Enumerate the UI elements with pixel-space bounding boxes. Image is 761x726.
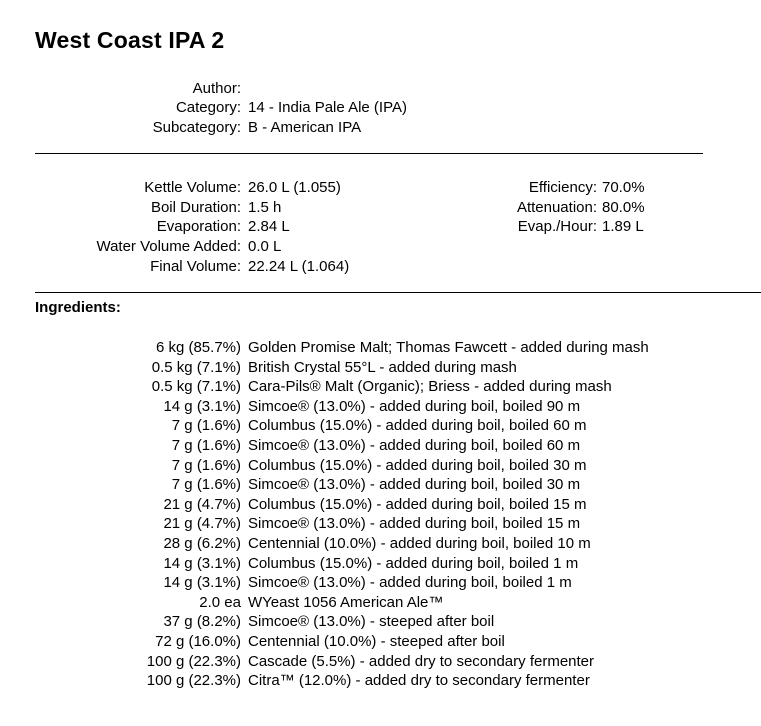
ingredient-amount: 21 g (4.7%) bbox=[163, 515, 241, 533]
subcategory-label: Subcategory: bbox=[152, 119, 241, 136]
stat-value: 80.0% bbox=[602, 199, 645, 216]
ingredient-description: Centennial (10.0%) - steeped after boil bbox=[248, 633, 505, 650]
ingredient-item bbox=[0, 358, 761, 378]
ingredient-item bbox=[0, 573, 761, 593]
ingredient-amount: 14 g (3.1%) bbox=[163, 397, 241, 415]
ingredient-amount: 100 g (22.3%) bbox=[146, 652, 241, 670]
ingredient-description: Cascade (5.5%) - added dry to secondary fermenter bbox=[248, 652, 595, 670]
ingredient-item bbox=[0, 377, 761, 397]
ingredient-description: Columbus (15.0%) - added during boil, boiled 15 m bbox=[248, 495, 587, 513]
ingredient-item bbox=[0, 397, 761, 417]
ingredient-amount: 72 g (16.0%) bbox=[155, 633, 241, 650]
ingredient-item bbox=[0, 554, 761, 574]
author-label: Author: bbox=[192, 80, 241, 97]
category-value: 14 - India Pale Ale (IPA) bbox=[248, 99, 407, 116]
ingredient-item bbox=[0, 632, 761, 652]
stat-value: 26.0 L (1.055) bbox=[248, 179, 341, 196]
stat-label: Final Volume: bbox=[150, 258, 241, 275]
recipe-title: West Coast IPA 2 bbox=[35, 27, 225, 53]
ingredient-amount: 7 g (1.6%) bbox=[171, 476, 241, 494]
ingredient-item bbox=[0, 534, 761, 554]
ingredient-amount: 14 g (3.1%) bbox=[163, 554, 241, 572]
ingredient-item bbox=[0, 436, 761, 456]
stat-value: 22.24 L (1.064) bbox=[248, 258, 350, 275]
ingredient-amount: 0.5 kg (7.1%) bbox=[151, 358, 241, 376]
ingredient-amount: 28 g (6.2%) bbox=[163, 535, 241, 552]
ingredient-item bbox=[0, 593, 761, 613]
ingredient-amount: 21 g (4.7%) bbox=[163, 495, 241, 513]
ingredient-description: Centennial (10.0%) - added during boil, boiled 10 m bbox=[248, 535, 591, 552]
ingredient-amount: 6 kg (85.7%) bbox=[155, 339, 241, 356]
ingredient-description: Columbus (15.0%) - added during boil, boiled 30 m bbox=[248, 456, 587, 474]
subcategory-value: B - American IPA bbox=[248, 119, 362, 136]
ingredient-item bbox=[0, 652, 761, 672]
ingredient-description: WYeast 1056 American Ale™ bbox=[248, 593, 444, 611]
stat-value: 1.5 h bbox=[248, 199, 282, 216]
stat-label: Evap./Hour: bbox=[517, 218, 597, 235]
stat-label: Boil Duration: bbox=[150, 199, 241, 216]
ingredient-amount: 100 g (22.3%) bbox=[146, 672, 241, 690]
ingredient-amount: 7 g (1.6%) bbox=[171, 437, 241, 454]
stats-divider bbox=[35, 292, 761, 293]
ingredient-amount: 0.5 kg (7.1%) bbox=[151, 378, 241, 396]
ingredient-amount: 37 g (8.2%) bbox=[163, 613, 241, 631]
ingredient-amount: 7 g (1.6%) bbox=[171, 456, 241, 474]
ingredient-item bbox=[0, 338, 761, 358]
stat-label: Kettle Volume: bbox=[144, 179, 241, 196]
ingredient-amount: 2.0 ea bbox=[199, 593, 241, 611]
ingredient-description: Simcoe® (13.0%) - added during boil, boiled 15 m bbox=[248, 515, 581, 533]
ingredient-item bbox=[0, 514, 761, 534]
ingredient-description: British Crystal 55°L - added during mash bbox=[248, 358, 517, 376]
ingredient-item bbox=[0, 475, 761, 495]
ingredient-amount: 14 g (3.1%) bbox=[163, 574, 241, 592]
ingredient-item bbox=[0, 612, 761, 632]
ingredient-description: Simcoe® (13.0%) - added during boil, boiled 30 m bbox=[248, 476, 581, 494]
ingredient-description: Columbus (15.0%) - added during boil, boiled 60 m bbox=[248, 417, 587, 435]
ingredients-heading: Ingredients: bbox=[35, 299, 121, 316]
ingredient-description: Cara-Pils® Malt (Organic); Briess - added during mash bbox=[248, 378, 612, 396]
ingredient-description: Citra™ (12.0%) - added dry to secondary fermenter bbox=[248, 672, 590, 690]
ingredient-item bbox=[0, 456, 761, 476]
ingredient-description: Simcoe® (13.0%) - added during boil, boiled 1 m bbox=[248, 574, 572, 592]
ingredient-description: Golden Promise Malt; Thomas Fawcett - added during mash bbox=[248, 339, 649, 356]
ingredient-description: Simcoe® (13.0%) - added during boil, boiled 90 m bbox=[248, 397, 581, 415]
stat-value: 2.84 L bbox=[248, 218, 290, 235]
stat-value: 0.0 L bbox=[248, 238, 282, 255]
stat-label: Water Volume Added: bbox=[96, 238, 241, 255]
category-label: Category: bbox=[175, 99, 241, 116]
ingredient-amount: 7 g (1.6%) bbox=[171, 417, 241, 435]
header-divider bbox=[35, 153, 703, 154]
ingredient-item bbox=[0, 416, 761, 436]
stat-label: Attenuation: bbox=[516, 199, 597, 216]
ingredient-description: Simcoe® (13.0%) - added during boil, boiled 60 m bbox=[248, 437, 581, 454]
ingredient-item bbox=[0, 671, 761, 691]
stat-label: Efficiency: bbox=[528, 179, 597, 196]
stat-value: 1.89 L bbox=[602, 218, 644, 235]
ingredient-description: Simcoe® (13.0%) - steeped after boil bbox=[248, 613, 495, 631]
ingredient-item bbox=[0, 495, 761, 515]
stat-value: 70.0% bbox=[602, 179, 645, 196]
ingredient-description: Columbus (15.0%) - added during boil, boiled 1 m bbox=[248, 554, 579, 572]
stat-label: Evaporation: bbox=[156, 218, 241, 235]
